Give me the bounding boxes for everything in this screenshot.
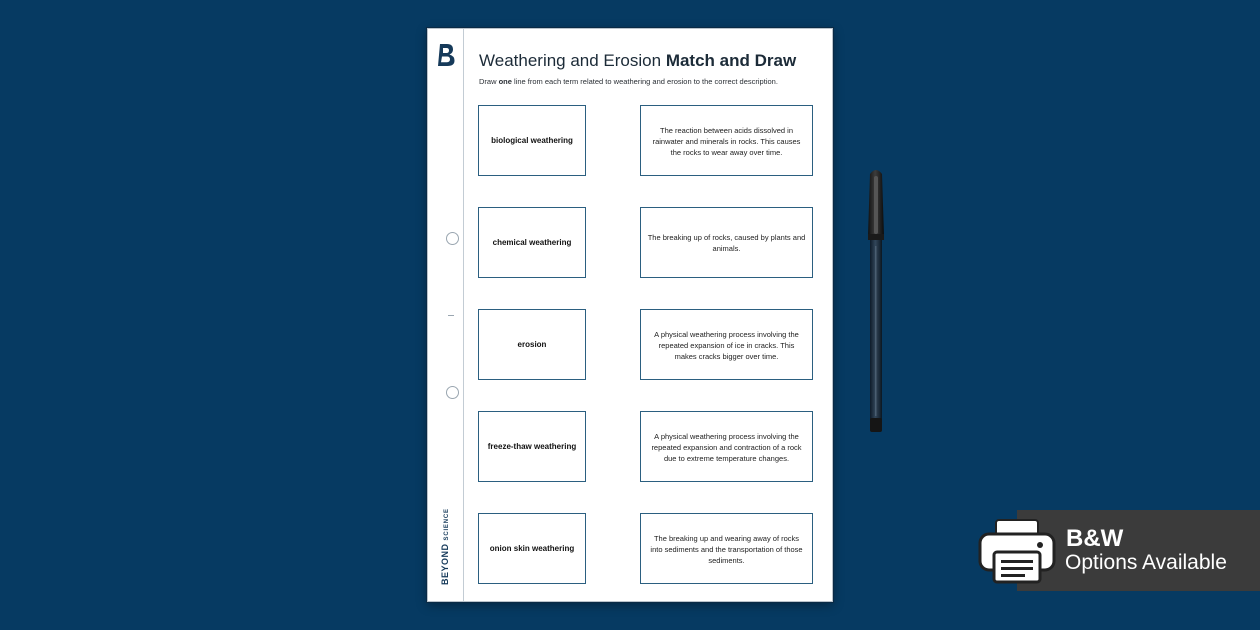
- center-mark: [448, 315, 454, 316]
- description-box[interactable]: A physical weathering process involving the repeated expansion and contraction of a rock due to extreme temperature changes.: [640, 411, 813, 482]
- term-box[interactable]: onion skin weathering: [478, 513, 586, 584]
- worksheet-page: [427, 28, 833, 602]
- punch-hole-bottom: [446, 386, 459, 399]
- instructions: Draw one line from each term related to weathering and erosion to the correct description.: [479, 77, 778, 86]
- pen-illustration: [862, 166, 890, 438]
- badge-subtitle: Options Available: [1065, 551, 1227, 574]
- printer-icon: [978, 518, 1056, 584]
- binding-strip: [428, 29, 464, 601]
- term-box[interactable]: freeze-thaw weathering: [478, 411, 586, 482]
- term-box[interactable]: chemical weathering: [478, 207, 586, 278]
- description-box[interactable]: A physical weathering process involving the repeated expansion of ice in cracks. This makes cracks bigger over time.: [640, 309, 813, 380]
- description-box[interactable]: The reaction between acids dissolved in rainwater and minerals in rocks. This causes the rocks to wear away over time.: [640, 105, 813, 176]
- term-box[interactable]: erosion: [478, 309, 586, 380]
- description-box[interactable]: The breaking up and wearing away of rocks into sediments and the transportation of those sediments.: [640, 513, 813, 584]
- punch-hole-top: [446, 232, 459, 245]
- description-box[interactable]: The breaking up of rocks, caused by plants and animals.: [640, 207, 813, 278]
- badge-title: B&W: [1066, 525, 1124, 552]
- page-title: Weathering and Erosion Match and Draw: [479, 51, 797, 70]
- beyond-b-logo-icon: [436, 42, 456, 68]
- term-box[interactable]: biological weathering: [478, 105, 586, 176]
- brand-wordmark: BEYONDSCIENCE: [440, 508, 450, 585]
